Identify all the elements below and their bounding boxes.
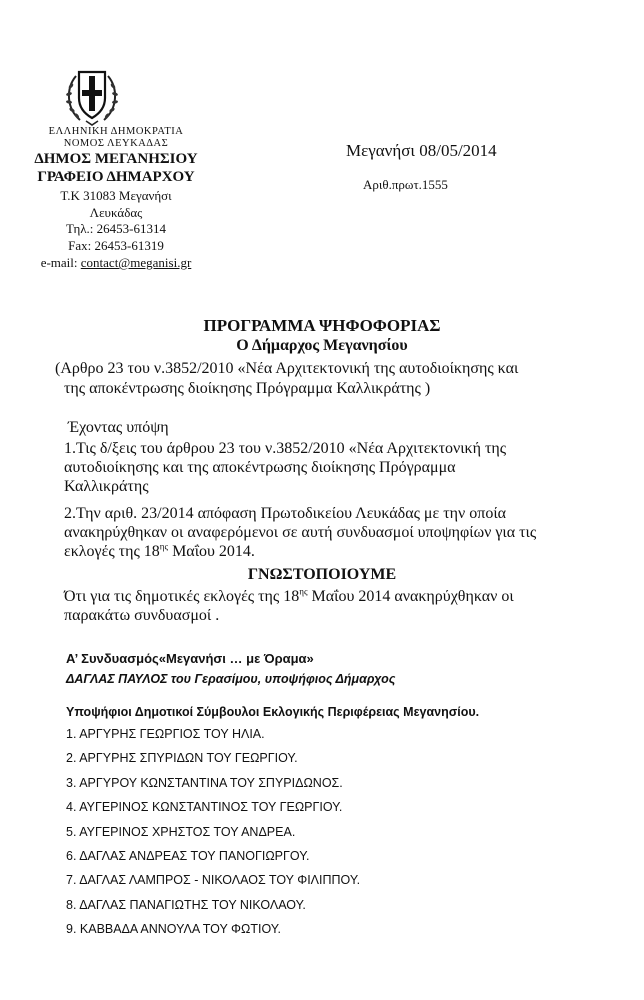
item-2-line-3-date: Μαΐου 2014. <box>168 543 255 560</box>
announce-line-1 <box>64 587 514 606</box>
list-item: 7. ΔΑΓΛΑΣ ΛΑΜΠΡΟΣ - ΝΙΚΟΛΑΟΣ ΤΟΥ ΦΙΛΙΠΠΟΥ. <box>66 873 361 888</box>
announce-heading: ΓΝΩΣΤΟΠΟΙΟΥΜΕ <box>247 566 397 583</box>
document-title: ΠΡΟΓΡΑΜΜΑ ΨΗΦΟΦΟΡΙΑΣ <box>203 316 441 335</box>
candidate-list <box>66 727 360 947</box>
list-item: 8. ΔΑΓΛΑΣ ΠΑΝΑΓΙΩΤΗΣ ΤΟΥ ΝΙΚΟΛΑΟΥ. <box>66 897 306 912</box>
letterhead-prefecture: ΝΟΜΟΣ ΛΕΥΚΑΔΑΣ <box>63 138 169 149</box>
document-date: Μεγανήσι 08/05/2014 <box>346 141 497 160</box>
article-line-1: (Αρθρο 23 του ν.3852/2010 «Νέα Αρχιτεκτονική της αυτοδιοίκησης και <box>55 360 519 377</box>
letterhead-country: ΕΛΛΗΝΙΚΗ ΔΗΜΟΚΡΑΤΙΑ <box>48 126 184 137</box>
item-2-line-3-text: εκλογές της 18 <box>64 543 160 560</box>
letterhead-office: ΓΡΑΦΕΙΟ ΔΗΜΑΡΧΟΥ <box>37 169 195 185</box>
item-1-line-1: 1.Τις δ/ξεις του άρθρου 23 του ν.3852/2010 «Νέα Αρχιτεκτονική της <box>64 440 507 457</box>
document-subtitle: Ο Δήμαρχος Μεγανησίου <box>236 337 408 354</box>
list-item: 5. ΑΥΓΕΡΙΝΟΣ ΧΡΗΣΤΟΣ ΤΟΥ ΑΝΔΡΕΑ. <box>66 824 296 839</box>
list-item: 4. ΑΥΓΕΡΙΝΟΣ ΚΩΝΣΤΑΝΤΙΝΟΣ ΤΟΥ ΓΕΩΡΓΙΟΥ. <box>66 800 343 815</box>
letterhead-phone: Τηλ.: 26453-61314 <box>65 221 166 236</box>
letterhead-fax: Fax: 26453-61319 <box>68 238 164 253</box>
item-1-line-2: αυτοδιοίκησης και της αποκέντρωσης διοίκησης Πρόγραμμα <box>64 459 456 476</box>
considering-heading: Έχοντας υπόψη <box>68 419 169 436</box>
list-item: 6. ΔΑΓΛΑΣ ΑΝΔΡΕΑΣ ΤΟΥ ΠΑΝΟΓΙΩΡΓΟΥ. <box>66 848 310 863</box>
email-label: e-mail: <box>40 255 78 270</box>
ordinal-superscript: ης <box>299 586 308 597</box>
item-2-line-3 <box>64 542 255 561</box>
announce-line-1-text: Ότι για τις δημοτικές εκλογές της 18 <box>64 588 300 605</box>
letterhead-municipality: ΔΗΜΟΣ ΜΕΓΑΝΗΣΙΟΥ <box>34 151 198 167</box>
list-item: 1. ΑΡΓΥΡΗΣ ΓΕΩΡΓΙΟΣ ΤΟΥ ΗΛΙΑ. <box>66 727 265 741</box>
list-item: 2. ΑΡΓΥΡΗΣ ΣΠΥΡΙΔΩΝ ΤΟΥ ΓΕΩΡΓΙΟΥ. <box>66 751 298 766</box>
list-item: 3. ΑΡΓΥΡΟΥ ΚΩΝΣΤΑΝΤΙΝΑ ΤΟΥ ΣΠΥΡΙΔΩΝΟΣ. <box>66 775 343 790</box>
letterhead-postal: Τ.Κ 31083 Μεγανήσι <box>60 188 172 203</box>
list-item: 9. ΚΑΒΒΑΔΑ ΑΝΝΟΥΛΑ ΤΟΥ ΦΩΤΙΟΥ. <box>66 922 282 937</box>
ordinal-superscript: ης <box>159 541 169 552</box>
item-2-line-1: 2.Την αριθ. 23/2014 απόφαση Πρωτοδικείου Λευκάδας με την οποία <box>64 505 506 522</box>
item-1-line-3: Καλλικράτης <box>64 478 149 495</box>
letterhead-email-row <box>2 256 230 269</box>
item-2-line-2: ανακηρύχθηκαν οι αναφερόμενοι σε αυτή συνδυασμοί υποψηφίων για τις <box>64 524 537 541</box>
mayor-candidate: ΔΑΓΛΑΣ ΠΑΥΛΟΣ του Γερασίμου, υποψήφιος Δήμαρχος <box>66 672 396 686</box>
protocol-number: Αριθ.πρωτ.1555 <box>363 177 448 192</box>
email-link[interactable]: contact@meganisi.gr <box>80 255 192 270</box>
coat-of-arms-emblem <box>62 64 122 128</box>
letterhead-region: Λευκάδας <box>89 205 143 220</box>
article-line-2: της αποκέντρωσης διοίκησης Πρόγραμμα Καλλικράτης ) <box>64 380 431 397</box>
announce-line-1-date: Μαΐου 2014 ανακηρύχθηκαν οι <box>307 588 514 605</box>
council-heading: Υποψήφιοι Δημοτικοί Σύμβουλοι Εκλογικής Περιφέρειας Μεγανησίου. <box>66 705 480 719</box>
announce-line-2: παρακάτω συνδυασμοί . <box>64 607 220 624</box>
combination-title: Α’ Συνδυασμός«Μεγανήσι … με Όραμα» <box>66 651 314 666</box>
